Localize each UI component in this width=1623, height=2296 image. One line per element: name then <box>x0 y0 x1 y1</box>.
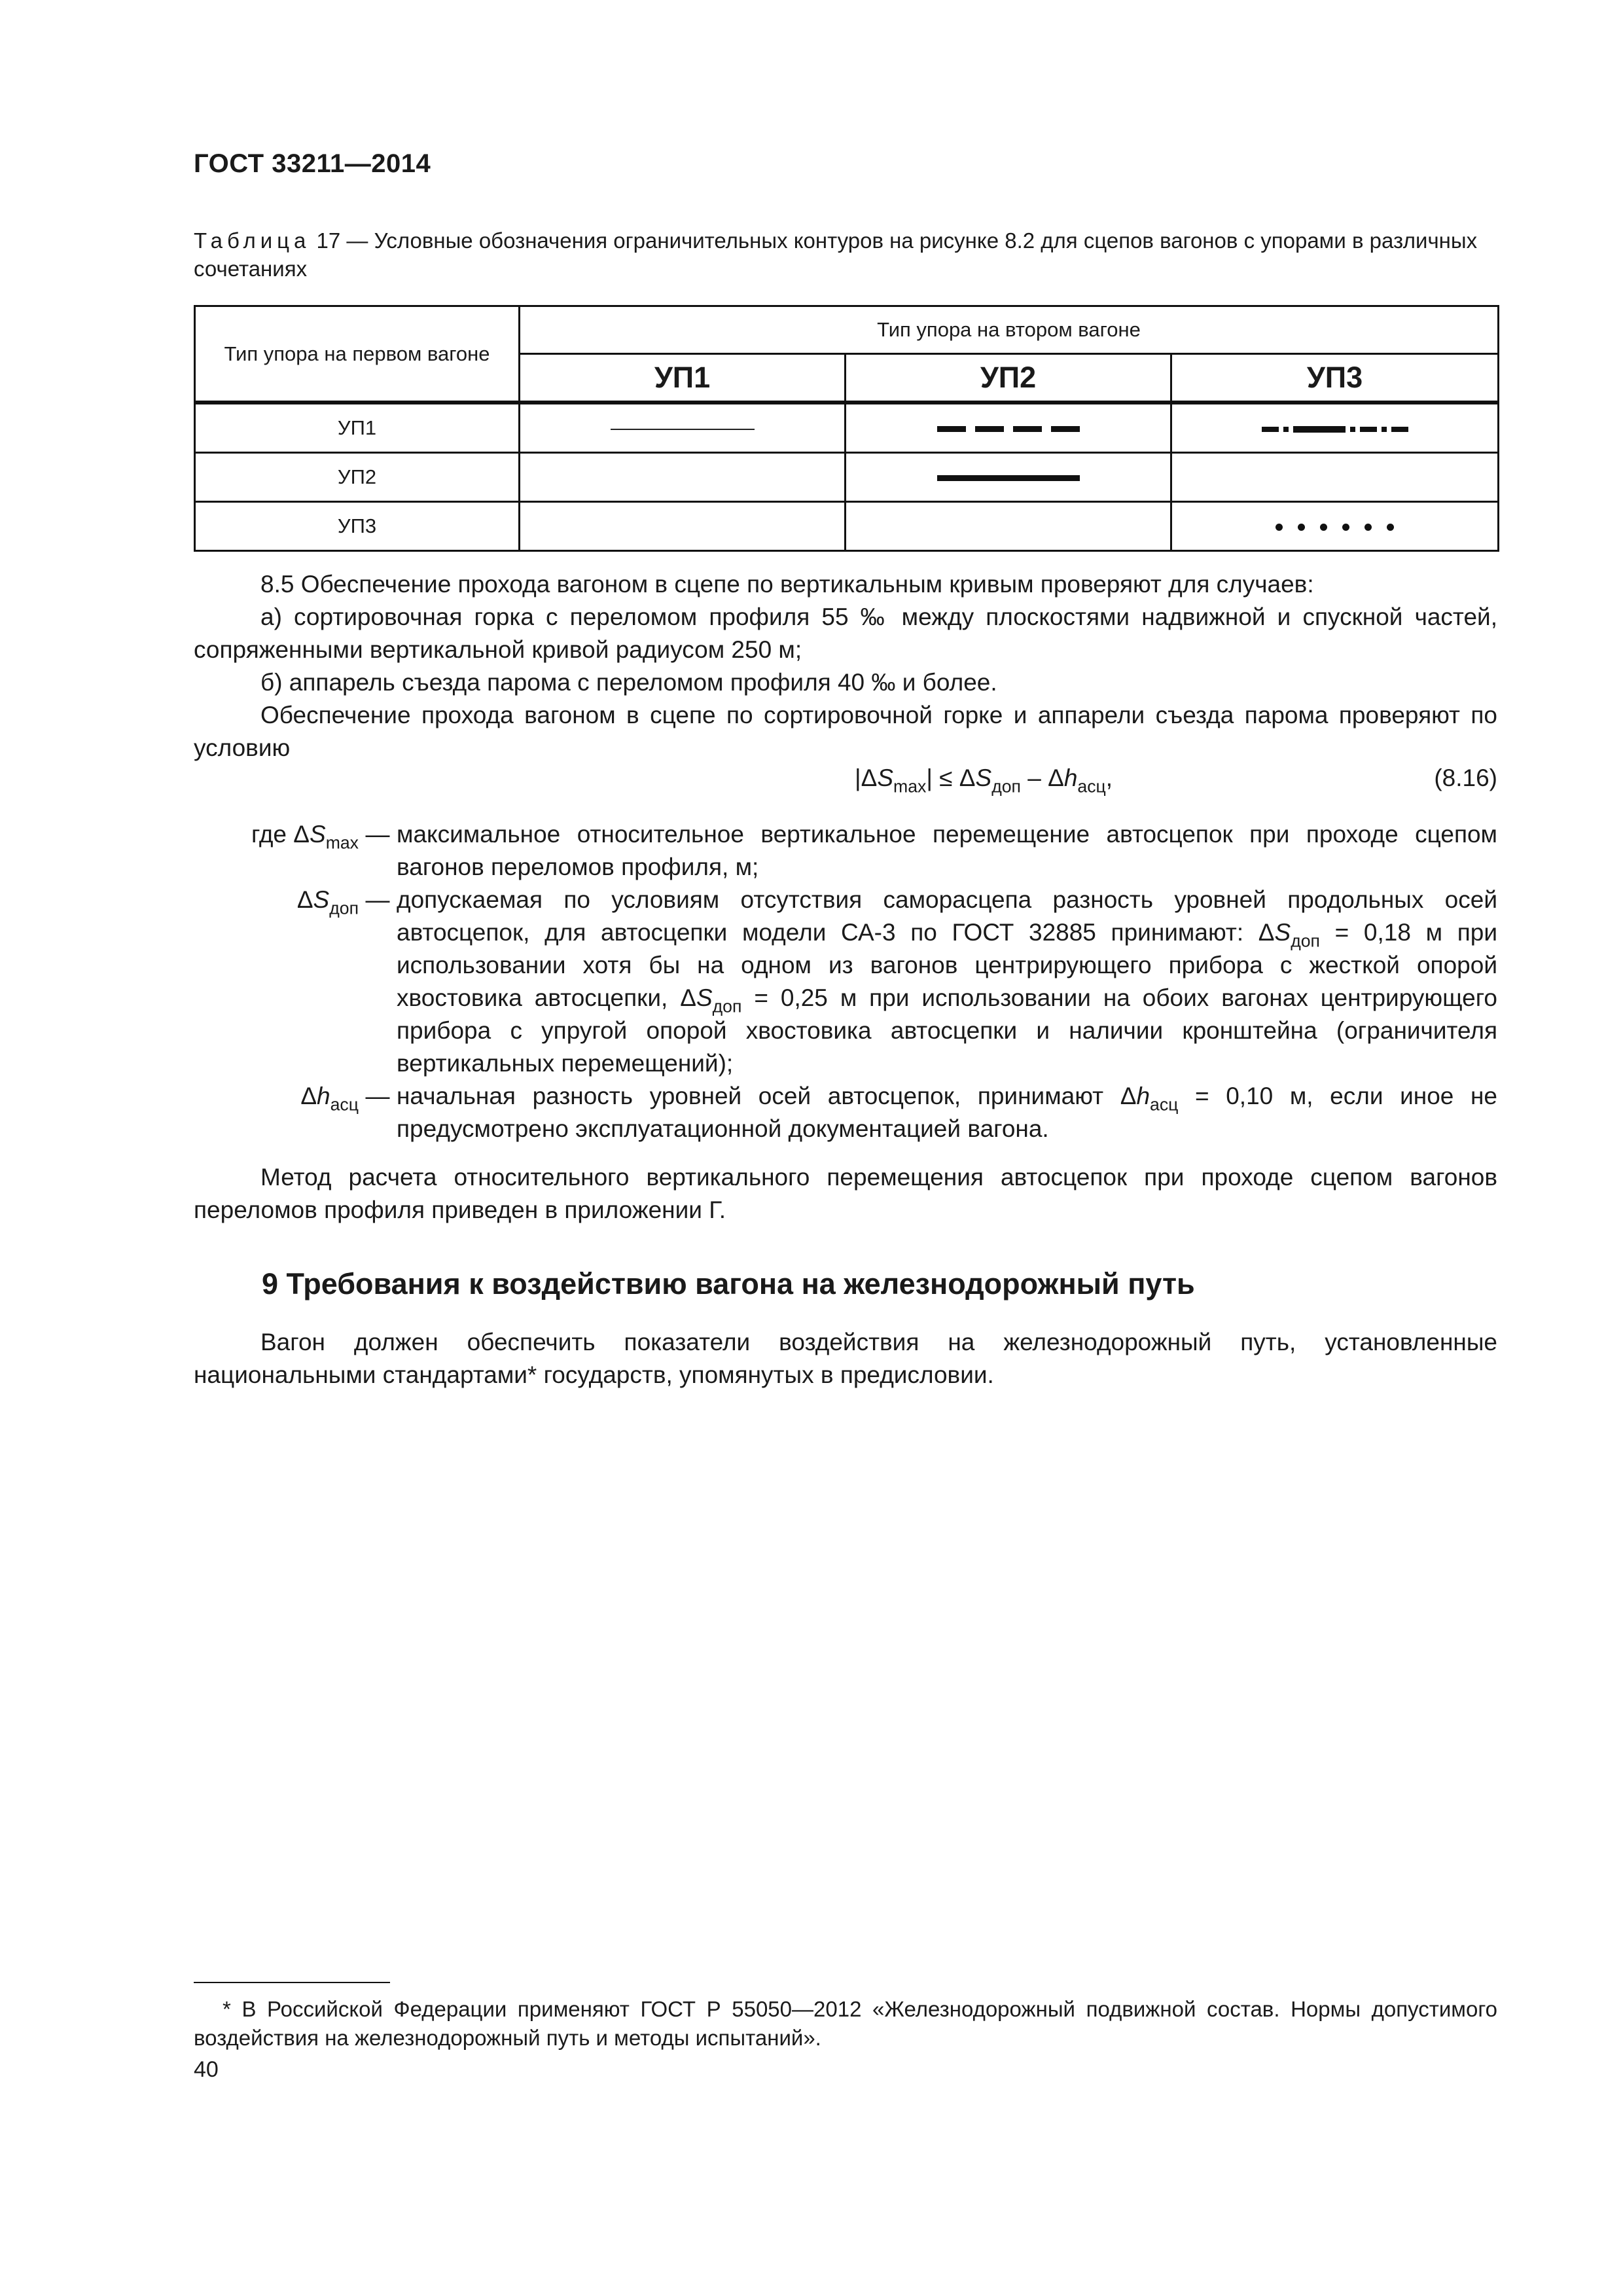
column-header-up3: УП3 <box>1171 354 1499 403</box>
column-header-up2: УП2 <box>846 354 1171 403</box>
paragraph: а) сортировочная горка с переломом профиля 55 ‰ между плоскостями надвижной и спускной частей, сопряженными вертикальной кривой радиусом 250 м; <box>194 603 1497 663</box>
empty-cell <box>1171 453 1499 502</box>
paragraph: б) аппарель съезда парома с переломом профиля 40 ‰ и более. <box>260 669 997 696</box>
paragraph: 8.5 Обеспечение прохода вагоном в сцепе по вертикальным кривым проверяют для случаев: <box>260 571 1314 598</box>
row-label: УП2 <box>195 453 520 502</box>
dotted-line-symbol <box>1171 502 1499 551</box>
formula-8-16 <box>194 764 1497 801</box>
document-header: ГОСТ 33211—2014 <box>194 149 431 178</box>
method-paragraph-block <box>194 1161 1497 1227</box>
footnote: * В Российской Федерации применяют ГОСТ Р 55050—2012 «Железнодорожный подвижной состав. Нормы допустимого воздействия на железнодорожный путь и методы испытаний». <box>194 1997 1497 2050</box>
dashed-thick-line-symbol <box>846 403 1171 453</box>
row-label: УП3 <box>195 502 520 551</box>
row-label: УП1 <box>195 403 520 453</box>
paragraph: Вагон должен обеспечить показатели воздействия на железнодорожный путь, установленные национальными стандартами* государств, упомянутых в предисловии. <box>194 1329 1497 1388</box>
column-header-up1: УП1 <box>520 354 846 403</box>
table-row <box>195 403 1499 453</box>
dash-dot-line-symbol <box>1171 403 1499 453</box>
legend-table <box>194 305 1499 552</box>
definition-hasc: $\Delta h_{асц}$ — начальная разность уровней осей автосцепок, принимают $\Delta h_{асц} = 0,10$ м, если иное не предусмотрено эксплуатационной документацией вагона. <box>194 1080 1497 1145</box>
formula-expression: $|\Delta S_{max}| \le \Delta S_{доп} - \Delta h_{асц}$, <box>855 764 1113 797</box>
definition-text: максимальное относительное вертикальное перемещение автосцепок при проходе сцепом вагонов переломов профиля, м; <box>397 821 1497 880</box>
section-9-body <box>194 1326 1497 1391</box>
empty-cell <box>846 502 1171 551</box>
definition-smax: где $\Delta S_{max}$ — максимальное относительное вертикальное перемещение автосцепок при проходе сцепом вагонов переломов профиля, м; <box>194 818 1497 884</box>
definitions <box>194 818 1497 1145</box>
definition-symbol: где $\Delta S_{max}$ <box>251 821 359 853</box>
solid-thick-line-symbol <box>846 453 1171 502</box>
table-caption-word: Таблица <box>194 228 311 253</box>
definition-text: допускаемая по условиям отсутствия саморасцепа разность уровней продольных осей автосцепок, для автосцепки модели СА-3 по ГОСТ 32885 принимают: $\Delta S_{доп} = 0,18$ м при использовании хотя бы на одном из вагонов центрирующего прибора с жесткой опорой хвостовика автосцепки, $\Delta S_{доп} = 0,25$ м при использовании на обоих вагонах центрирующего прибора с упругой опорой хвостовика автосцепки и наличии кронштейна (ограничителя вертикальных перемещений); <box>397 886 1498 1077</box>
empty-cell <box>520 453 846 502</box>
table-row <box>195 453 1499 502</box>
table-row <box>195 502 1499 551</box>
definition-symbol: $\Delta S_{доп}$ <box>296 886 359 918</box>
definition-text: начальная разность уровней осей автосцепок, принимают $\Delta h_{асц} = 0,10$ м, если иное не предусмотрено эксплуатационной документацией вагона. <box>397 1083 1498 1142</box>
definition-sdop: $\Delta S_{доп}$ — допускаемая по условиям отсутствия саморасцепа разность уровней продольных осей автосцепок, для автосцепки модели СА-3 по ГОСТ 32885 принимают: $\Delta S_{доп} = 0,18$ м при использовании хотя бы на одном из вагонов центрирующего прибора с жесткой опорой хвостовика автосцепки, $\Delta S_{доп} = 0,25$ м при использовании на обоих вагонах центрирующего прибора с упругой опорой хвостовика автосцепки и наличии кронштейна (ограничителя вертикальных перемещений); <box>194 884 1497 1080</box>
section-8-5 <box>194 568 1497 764</box>
paragraph: Обеспечение прохода вагоном в сцепе по сортировочной горке и аппарели съезда парома проверяют по условию <box>194 702 1497 761</box>
formula-number: (8.16) <box>1434 764 1497 791</box>
row-header-cell: Тип упора на первом вагоне <box>195 306 520 403</box>
column-group-header: Тип упора на втором вагоне <box>520 306 1499 354</box>
empty-cell <box>520 502 846 551</box>
page-number: 40 <box>194 2057 219 2082</box>
footnote-separator <box>194 1982 390 1983</box>
table-caption <box>194 226 1496 283</box>
solid-thin-line-symbol <box>520 403 846 453</box>
paragraph: Метод расчета относительного вертикального перемещения автосцепок при проходе сцепом вагонов переломов профиля приведен в приложении Г. <box>194 1164 1497 1223</box>
definition-symbol: $\Delta h_{асц}$ <box>300 1083 359 1115</box>
table-caption-text: 17 — Условные обозначения ограничительных контуров на рисунке 8.2 для сцепов вагонов с упорами в различных сочетаниях <box>194 228 1478 281</box>
section-9-title: 9 Требования к воздействию вагона на железнодорожный путь <box>262 1267 1195 1300</box>
